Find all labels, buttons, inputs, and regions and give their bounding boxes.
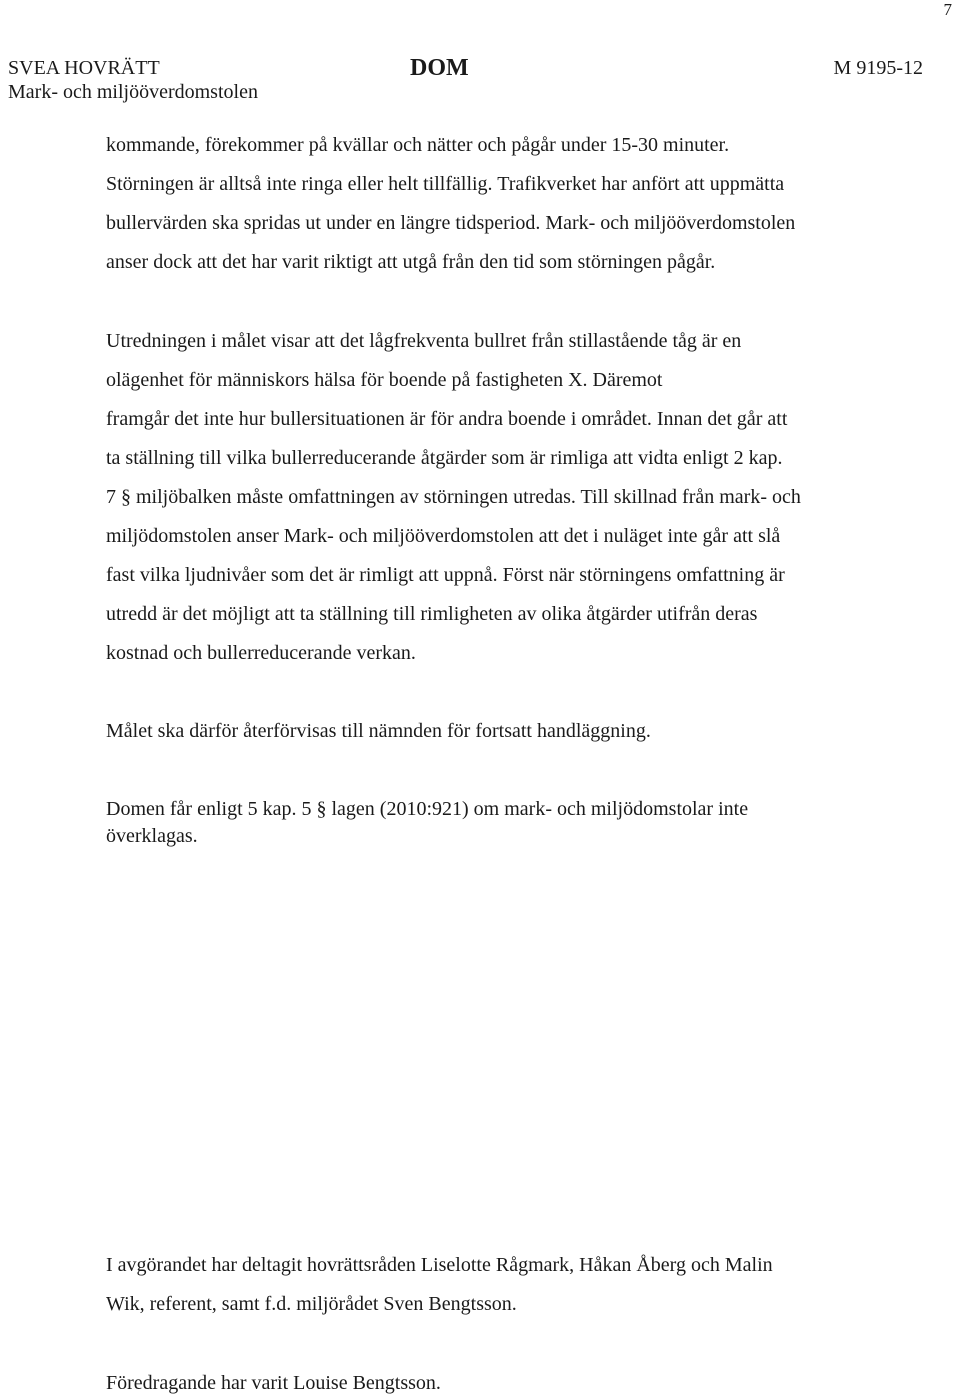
text-line: Störningen är alltså inte ringa eller helt tillfällig. Trafikverket har anfört att uppmätta	[106, 173, 785, 195]
text-line: olägenhet för människors hälsa för boende på fastigheten X. Däremot	[106, 369, 663, 391]
page-number: 7	[943, 0, 952, 19]
court-division: Mark- och miljööverdomstolen	[8, 81, 258, 103]
text-line: Domen får enligt 5 kap. 5 § lagen (2010:921) om mark- och miljödomstolar inte	[106, 798, 749, 820]
text-line: överklagas.	[106, 825, 198, 847]
case-number: M 9195-12	[833, 57, 923, 79]
text-line: bullervärden ska spridas ut under en längre tidsperiod. Mark- och miljööverdomstolen	[106, 212, 796, 234]
text-line: Wik, referent, samt f.d. miljörådet Sven Bengtsson.	[106, 1293, 517, 1315]
document-type: DOM	[410, 55, 469, 81]
text-line: kostnad och bullerreducerande verkan.	[106, 642, 416, 664]
text-line: Utredningen i målet visar att det lågfrekventa bullret från stillastående tåg är en	[106, 330, 742, 352]
text-line: I avgörandet har deltagit hovrättsråden Liselotte Rågmark, Håkan Åberg och Malin	[106, 1254, 773, 1276]
text-line: fast vilka ljudnivåer som det är rimligt att uppnå. Först när störningens omfattning är	[106, 564, 785, 586]
document-header	[0, 56, 960, 106]
text-line: framgår det inte hur bullersituationen är för andra boende i området. Innan det går att	[106, 408, 788, 430]
court-name: SVEA HOVRÄTT	[8, 57, 160, 79]
text-line: Föredragande har varit Louise Bengtsson.	[106, 1372, 441, 1394]
text-line: kommande, förekommer på kvällar och nätter och pågår under 15-30 minuter.	[106, 134, 730, 156]
text-line: anser dock att det har varit riktigt att utgå från den tid som störningen pågår.	[106, 251, 716, 273]
text-line: 7 § miljöbalken måste omfattningen av störningen utredas. Till skillnad från mark- och	[106, 486, 801, 508]
text-line: utredd är det möjligt att ta ställning till rimligheten av olika åtgärder utifrån deras	[106, 603, 758, 625]
text-line: miljödomstolen anser Mark- och miljööverdomstolen att det i nuläget inte går att slå	[106, 525, 781, 547]
text-line: Målet ska därför återförvisas till nämnden för fortsatt handläggning.	[106, 720, 651, 742]
text-line: ta ställning till vilka bullerreducerande åtgärder som är rimliga att vidta enligt 2 kap.	[106, 447, 783, 469]
